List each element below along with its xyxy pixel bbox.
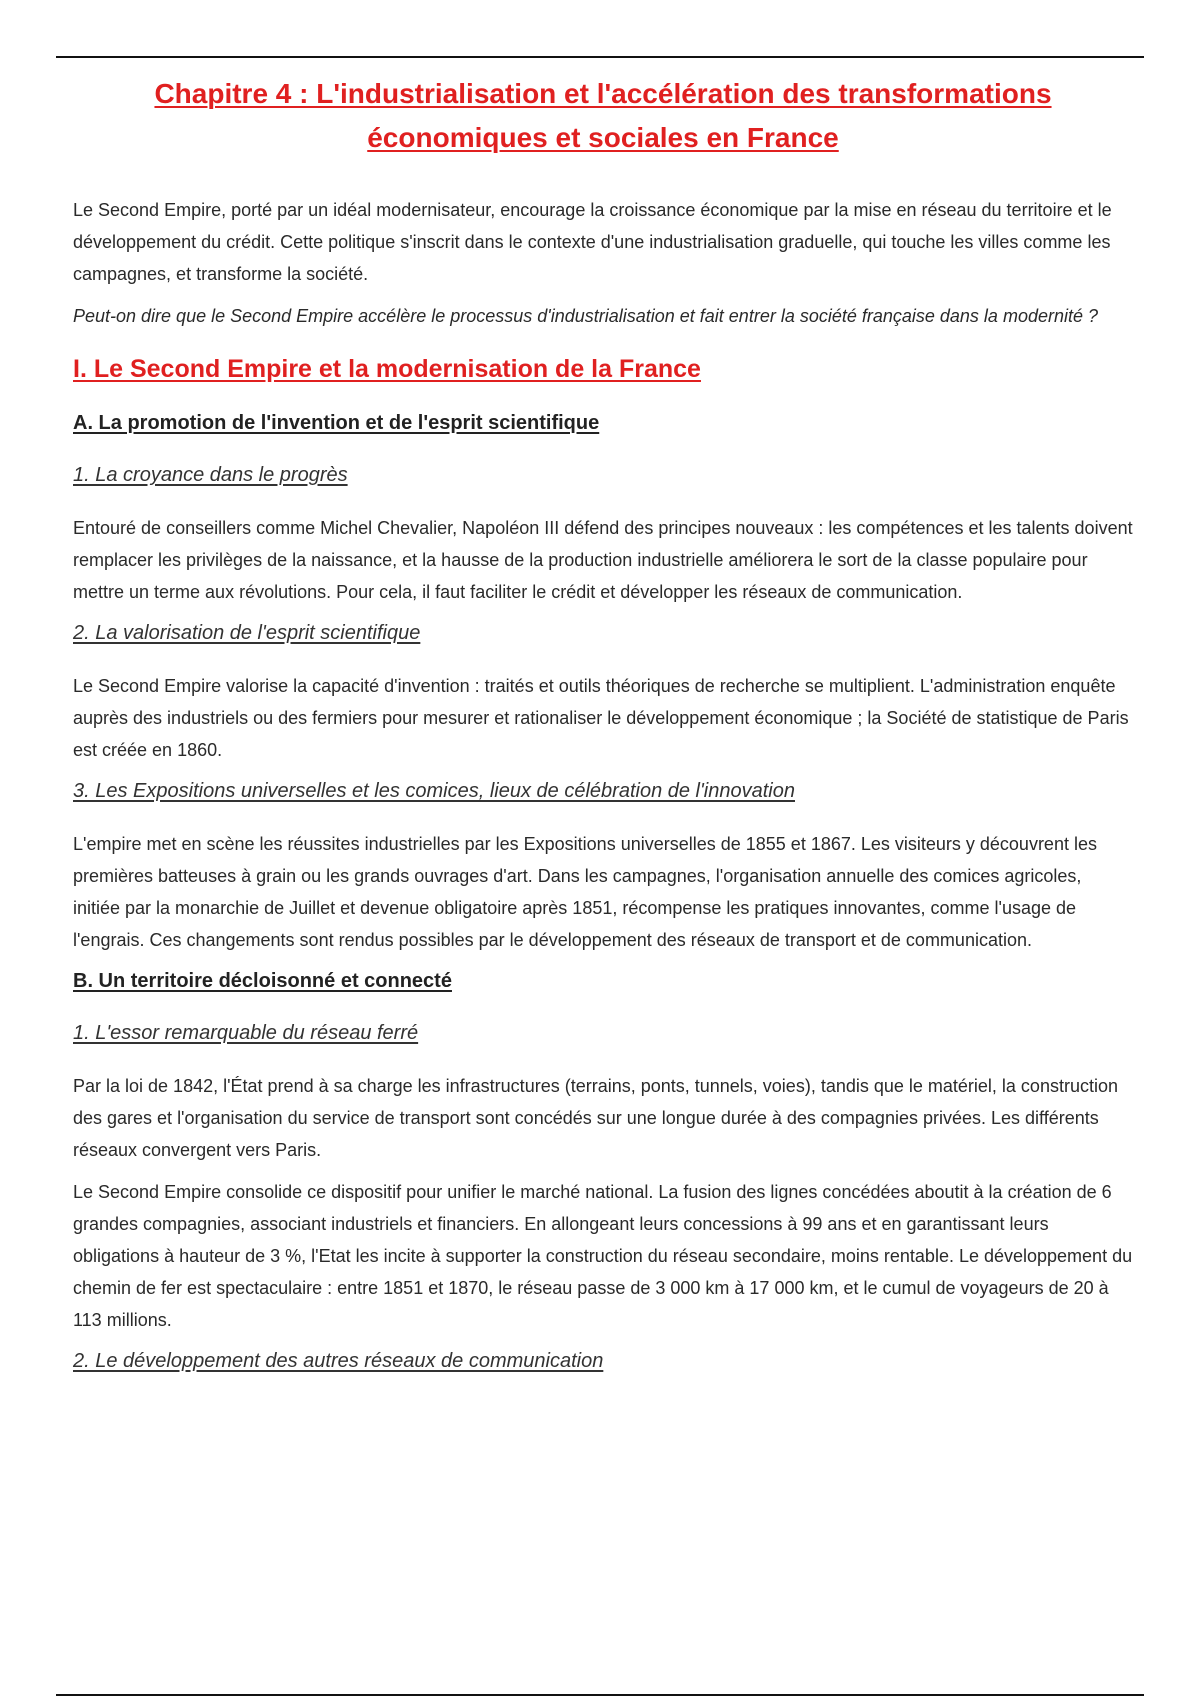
problem-question: Peut-on dire que le Second Empire accélère le processus d'industrialisation et fait entrer la société française dans la modernité ? [73, 306, 1098, 326]
subsection-a1-title: 1. La croyance dans le progrès [73, 464, 348, 486]
subsection-a3-title: 3. Les Expositions universelles et les comices, lieux de célébration de l'innovation [73, 780, 795, 802]
subsection-a2-title: 2. La valorisation de l'esprit scientifique [73, 622, 421, 644]
subsection-b1-title: 1. L'essor remarquable du réseau ferré [73, 1022, 419, 1044]
subsection-a2-text: Le Second Empire valorise la capacité d'invention : traités et outils théoriques de recherche se multiplient. L'administration enquête auprès des industriels ou des fermiers pour mesurer et rationaliser le développement économique ; la Société de statistique de Paris est créée en 1860. [73, 676, 1129, 760]
section-a-title: A. La promotion de l'invention et de l'esprit scientifique [73, 412, 600, 434]
subsection-b2-title: 2. Le développement des autres réseaux de communication [73, 1350, 604, 1372]
intro-paragraph: Le Second Empire, porté par un idéal modernisateur, encourage la croissance économique par la mise en réseau du territoire et le développement du crédit. Cette politique s'inscrit dans le contexte d'une industrialisation graduelle, qui touche les villes comme les campagnes, et transforme la société. [73, 200, 1112, 284]
document-content [73, 72, 1133, 1398]
bottom-rule [56, 1694, 1144, 1696]
subsection-a3-text: L'empire met en scène les réussites industrielles par les Expositions universelles de 1855 et 1867. Les visiteurs y découvrent les premières batteuses à grain ou les grands ouvrages d'art. Dans les campagnes, l'organisation annuelle des comices agricoles, initiée par la monarchie de Juillet et devenue obligatoire après 1851, récompense les pratiques innovantes, comme l'usage de l'engrais. Ces changements sont rendus possibles par le développement des réseaux de transport et de communication. [73, 834, 1097, 950]
part-1-title: I. Le Second Empire et la modernisation de la France [73, 355, 701, 383]
top-rule [56, 56, 1144, 58]
subsection-b1-text-1: Par la loi de 1842, l'État prend à sa charge les infrastructures (terrains, ponts, tunnels, voies), tandis que le matériel, la construction des gares et l'organisation du service de transport sont concédés sur une longue durée à des compagnies privées. Les différents réseaux convergent vers Paris. [73, 1076, 1118, 1160]
section-b-title: B. Un territoire décloisonné et connecté [73, 970, 452, 992]
subsection-b1-text-2: Le Second Empire consolide ce dispositif pour unifier le marché national. La fusion des lignes concédées aboutit à la création de 6 grandes compagnies, associant industriels et financiers. En allongeant leurs concessions à 99 ans et en garantissant leurs obligations à hauteur de 3 %, l'Etat les incite à supporter la construction du réseau secondaire, moins rentable. Le développement du chemin de fer est spectaculaire : entre 1851 et 1870, le réseau passe de 3 000 km à 17 000 km, et le cumul de voyageurs de 20 à 113 millions. [73, 1182, 1133, 1330]
subsection-a1-text: Entouré de conseillers comme Michel Chevalier, Napoléon III défend des principes nouveaux : les compétences et les talents doivent remplacer les privilèges de la naissance, et la hausse de la production industrielle améliorera le sort de la classe populaire pour mettre un terme aux révolutions. Pour cela, il faut faciliter le crédit et développer les réseaux de communication. [73, 518, 1133, 602]
chapter-title: Chapitre 4 : L'industrialisation et l'accélération des transformations économiques et sociales en France [154, 78, 1052, 153]
